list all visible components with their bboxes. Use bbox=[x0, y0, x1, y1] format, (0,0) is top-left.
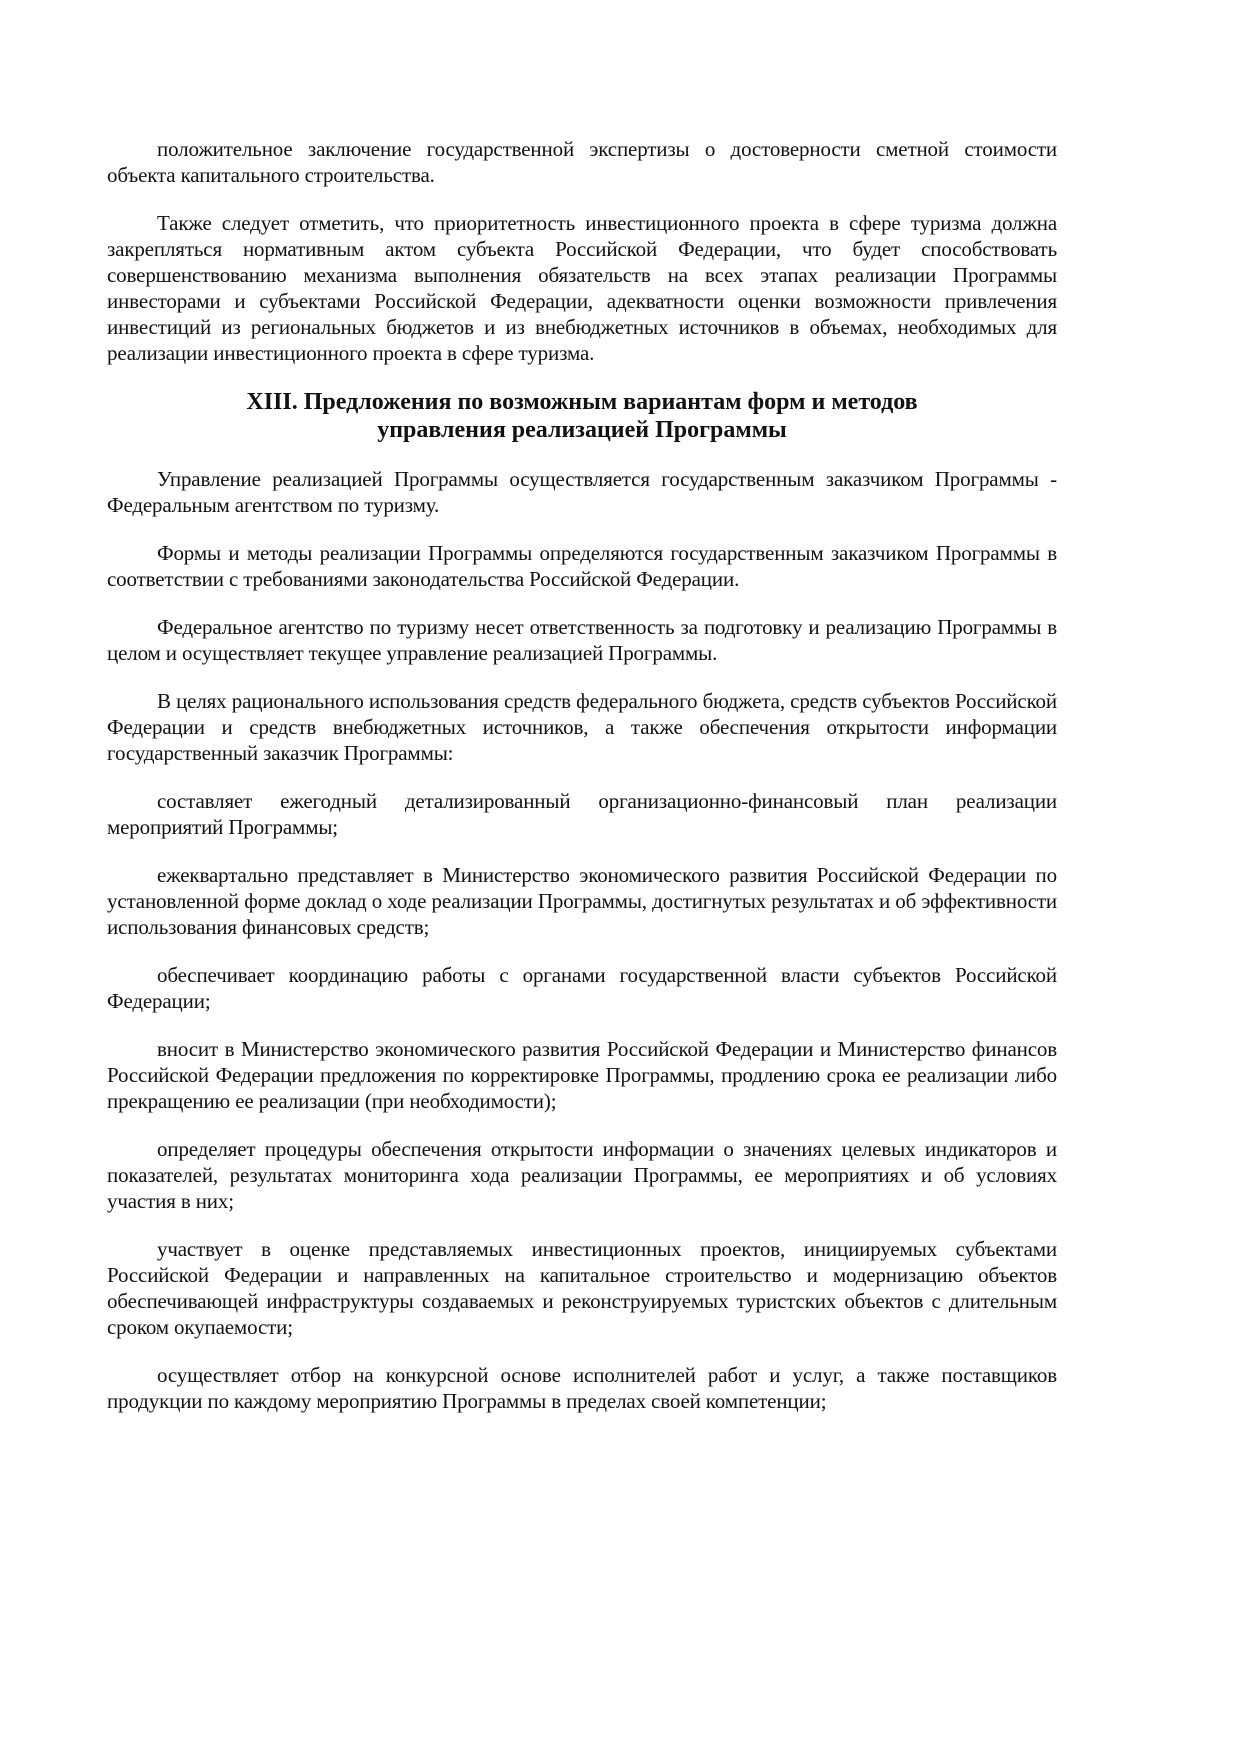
paragraph-management: Управление реализацией Программы осуществляется государственным заказчиком Программы - Федеральным агентством по туризму. bbox=[107, 467, 1057, 517]
list-item-contractor-selection: осуществляет отбор на конкурсной основе исполнителей работ и услуг, а также поставщиков продукции по каждому мероприятию Программы в пределах своей компетенции; bbox=[107, 1363, 1057, 1413]
list-item-quarterly-report: ежеквартально представляет в Министерство экономического развития Российской Федерации по установленной форме доклад о ходе реализации Программы, достигнутых результатах и об эффективности использования финансовых средств; bbox=[107, 863, 1057, 939]
section-heading bbox=[107, 388, 1057, 444]
paragraph-agency-responsibility: Федеральное агентство по туризму несет ответственность за подготовку и реализацию Программы в целом и осуществляет текущее управление реализацией Программы. bbox=[107, 615, 1057, 665]
document-page bbox=[107, 136, 1057, 1436]
paragraph-expertise-conclusion: положительное заключение государственной экспертизы о достоверности сметной стоимости объекта капитального строительства. bbox=[107, 137, 1057, 187]
paragraph-forms-methods: Формы и методы реализации Программы определяются государственным заказчиком Программы в соответствии с требованиями законодательства Российской Федерации. bbox=[107, 541, 1057, 591]
list-item-project-evaluation: участвует в оценке представляемых инвестиционных проектов, инициируемых субъектами Российской Федерации и направленных на капитальное строительство и модернизацию объектов обеспечивающей инфраструктуры создаваемых и реконструируемых туристских объектов с длительным сроком окупаемости; bbox=[107, 1237, 1057, 1339]
list-item-annual-plan: составляет ежегодный детализированный организационно-финансовый план реализации мероприятий Программы; bbox=[107, 789, 1057, 839]
section-heading-line-1: XIII. Предложения по возможным вариантам форм и методов bbox=[246, 389, 918, 415]
section-heading-line-2: управления реализацией Программы bbox=[377, 417, 787, 443]
list-item-openness-procedures: определяет процедуры обеспечения открытости информации о значениях целевых индикаторов и показателей, результатах мониторинга хода реализации Программы, ее мероприятиях и об условиях участия в них; bbox=[107, 1137, 1057, 1213]
paragraph-investment-priority: Также следует отметить, что приоритетность инвестиционного проекта в сфере туризма должна закрепляться нормативным актом субъекта Российской Федерации, что будет способствовать совершенствованию механизма выполнения обязательств на всех этапах реализации Программы инвесторами и субъектами Российской Федерации, адекватности оценки возможности привлечения инвестиций из региональных бюджетов и из внебюджетных источников в объемах, необходимых для реализации инвестиционного проекта в сфере туризма. bbox=[107, 211, 1057, 365]
list-item-proposals: вносит в Министерство экономического развития Российской Федерации и Министерство финансов Российской Федерации предложения по корректировке Программы, продлению срока ее реализации либо прекращению ее реализации (при необходимости); bbox=[107, 1037, 1057, 1113]
list-item-coordination: обеспечивает координацию работы с органами государственной власти субъектов Российской Федерации; bbox=[107, 963, 1057, 1013]
paragraph-rational-use: В целях рационального использования средств федерального бюджета, средств субъектов Российской Федерации и средств внебюджетных источников, а также обеспечения открытости информации государственный заказчик Программы: bbox=[107, 689, 1057, 765]
